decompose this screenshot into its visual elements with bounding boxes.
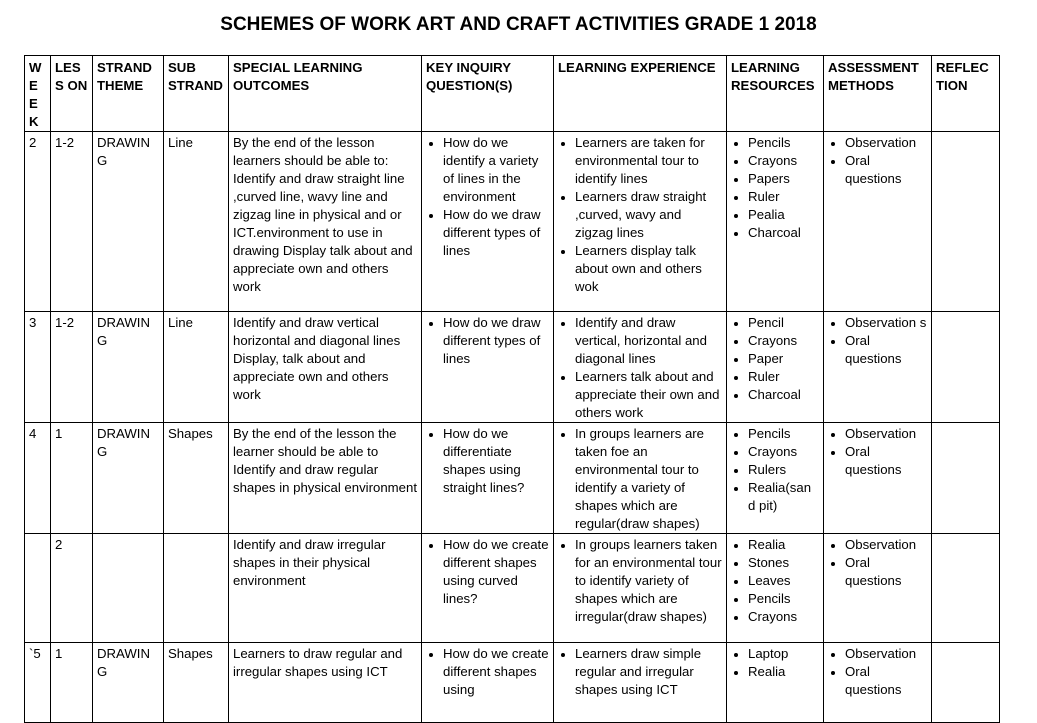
header-assessment: ASSESSMENT METHODS	[824, 56, 932, 132]
table-row	[25, 423, 1000, 534]
experience-item: • Learners draw straight ,curved, wavy and zigzag lines	[575, 188, 722, 242]
header-week: W EE K	[25, 56, 51, 132]
inquiry-cell-list	[426, 645, 549, 699]
resource-item: • Crayons	[748, 608, 819, 626]
experience-cell	[554, 132, 727, 312]
resource-item: • Realia(san d pit)	[748, 479, 819, 515]
assessment-cell	[824, 534, 932, 643]
resource-item: • Realia	[748, 663, 819, 681]
experience-cell	[554, 534, 727, 643]
resource-item: • Ruler	[748, 188, 819, 206]
resources-cell	[727, 312, 824, 423]
inquiry-cell	[422, 643, 554, 723]
outcomes-cell: Identify and draw vertical horizontal and diagonal lines Display, talk about and appreciate own and others work	[229, 312, 422, 423]
inquiry-item: • How do we identify a variety of lines in the environment	[443, 134, 549, 206]
assessment-item: • Observation	[845, 134, 927, 152]
lesson-cell: 1	[51, 423, 93, 534]
experience-item: • Learners talk about and appreciate their own and others work	[575, 368, 722, 422]
header-outcomes: SPECIAL LEARNING OUTCOMES	[229, 56, 422, 132]
experience-item: • Learners are taken for environmental tour to identify lines	[575, 134, 722, 188]
resources-cell	[727, 132, 824, 312]
substrand-cell: Shapes	[164, 423, 229, 534]
resources-cell-list	[731, 314, 819, 404]
assessment-item: • Observation	[845, 536, 927, 554]
assessment-item: • Oral questions	[845, 152, 927, 188]
inquiry-cell-list	[426, 536, 549, 608]
resource-item: • Charcoal	[748, 386, 819, 404]
inquiry-cell	[422, 423, 554, 534]
resource-item: • Pencils	[748, 590, 819, 608]
reflection-cell	[932, 132, 1000, 312]
inquiry-cell-list	[426, 425, 549, 497]
document-title: SCHEMES OF WORK ART AND CRAFT ACTIVITIES GRADE 1 2018	[220, 14, 817, 35]
assessment-cell	[824, 312, 932, 423]
experience-item: • Identify and draw vertical, horizontal and diagonal lines	[575, 314, 722, 368]
assessment-cell	[824, 643, 932, 723]
resource-item: • Leaves	[748, 572, 819, 590]
substrand-cell	[164, 534, 229, 643]
assessment-cell	[824, 423, 932, 534]
table-row	[25, 534, 1000, 643]
substrand-cell: Line	[164, 312, 229, 423]
lesson-cell: 2	[51, 534, 93, 643]
experience-cell-list	[558, 134, 722, 296]
header-lesson: LESS ON	[51, 56, 93, 132]
outcomes-cell: By the end of the lesson the learner should be able to Identify and draw regular shapes in physical environment	[229, 423, 422, 534]
assessment-item: • Oral questions	[845, 554, 927, 590]
experience-item: • In groups learners taken for an environmental tour to identify variety of shapes which are irregular(draw shapes)	[575, 536, 722, 626]
resource-item: • Paper	[748, 350, 819, 368]
inquiry-item: • How do we differentiate shapes using straight lines?	[443, 425, 549, 497]
assessment-cell-list	[828, 425, 927, 479]
inquiry-item: • How do we draw different types of lines	[443, 206, 549, 260]
lesson-cell: 1	[51, 643, 93, 723]
strand-cell	[93, 534, 164, 643]
resources-cell	[727, 423, 824, 534]
resource-item: • Realia	[748, 536, 819, 554]
strand-cell: DRAWIN G	[93, 423, 164, 534]
assessment-cell-list	[828, 536, 927, 590]
experience-cell	[554, 312, 727, 423]
outcomes-cell: By the end of the lesson learners should be able to: Identify and draw straight line ,curved line, wavy line and zigzag line in physical and or ICT.environment to use in drawing Display talk about and appreciate own and others work	[229, 132, 422, 312]
header-substrand: SUB STRAND	[164, 56, 229, 132]
inquiry-cell	[422, 312, 554, 423]
resource-item: • Charcoal	[748, 224, 819, 242]
inquiry-item: • How do we create different shapes using	[443, 645, 549, 699]
inquiry-item: • How do we draw different types of lines	[443, 314, 549, 368]
header-reflection: REFLEC TION	[932, 56, 1000, 132]
week-cell: `5	[25, 643, 51, 723]
resources-cell-list	[731, 536, 819, 626]
experience-item: • In groups learners are taken foe an environmental tour to identify a variety of shapes which are regular(draw shapes)	[575, 425, 722, 533]
table-body	[25, 132, 1000, 723]
experience-cell	[554, 643, 727, 723]
experience-cell-list	[558, 645, 722, 699]
week-cell: 2	[25, 132, 51, 312]
reflection-cell	[932, 312, 1000, 423]
assessment-item: • Oral questions	[845, 332, 927, 368]
strand-cell: DRAWIN G	[93, 312, 164, 423]
resource-item: • Crayons	[748, 152, 819, 170]
header-inquiry: KEY INQUIRY QUESTION(S)	[422, 56, 554, 132]
resource-item: • Pealia	[748, 206, 819, 224]
schemes-table	[24, 55, 1000, 723]
inquiry-cell	[422, 534, 554, 643]
resource-item: • Rulers	[748, 461, 819, 479]
resource-item: • Crayons	[748, 332, 819, 350]
header-strand: STRAND THEME	[93, 56, 164, 132]
resource-item: • Pencils	[748, 134, 819, 152]
outcomes-cell: Identify and draw irregular shapes in their physical environment	[229, 534, 422, 643]
resource-item: • Crayons	[748, 443, 819, 461]
substrand-cell: Line	[164, 132, 229, 312]
resource-item: • Pencils	[748, 425, 819, 443]
assessment-item: • Oral questions	[845, 663, 927, 699]
experience-item: • Learners display talk about own and others wok	[575, 242, 722, 296]
resources-cell-list	[731, 134, 819, 242]
outcomes-cell: Learners to draw regular and irregular shapes using ICT	[229, 643, 422, 723]
assessment-cell	[824, 132, 932, 312]
week-cell: 4	[25, 423, 51, 534]
lesson-cell: 1-2	[51, 312, 93, 423]
resources-cell-list	[731, 645, 819, 681]
inquiry-cell	[422, 132, 554, 312]
resources-cell	[727, 643, 824, 723]
inquiry-cell-list	[426, 134, 549, 260]
resources-cell	[727, 534, 824, 643]
header-experience: LEARNING EXPERIENCE	[554, 56, 727, 132]
assessment-item: • Observation	[845, 425, 927, 443]
experience-item: • Learners draw simple regular and irregular shapes using ICT	[575, 645, 722, 699]
resource-item: • Papers	[748, 170, 819, 188]
experience-cell	[554, 423, 727, 534]
header-row	[25, 56, 1000, 132]
resources-cell-list	[731, 425, 819, 515]
inquiry-cell-list	[426, 314, 549, 368]
week-cell: 3	[25, 312, 51, 423]
week-cell	[25, 534, 51, 643]
table-row	[25, 643, 1000, 723]
assessment-item: • Observation	[845, 645, 927, 663]
assessment-cell-list	[828, 314, 927, 368]
table-row	[25, 312, 1000, 423]
resource-item: • Stones	[748, 554, 819, 572]
strand-cell: DRAWIN G	[93, 132, 164, 312]
resource-item: • Pencil	[748, 314, 819, 332]
reflection-cell	[932, 643, 1000, 723]
assessment-item: • Oral questions	[845, 443, 927, 479]
substrand-cell: Shapes	[164, 643, 229, 723]
reflection-cell	[932, 423, 1000, 534]
strand-cell: DRAWIN G	[93, 643, 164, 723]
assessment-item: • Observation s	[845, 314, 927, 332]
experience-cell-list	[558, 314, 722, 422]
lesson-cell: 1-2	[51, 132, 93, 312]
assessment-cell-list	[828, 134, 927, 188]
resource-item: • Ruler	[748, 368, 819, 386]
table-row	[25, 132, 1000, 312]
experience-cell-list	[558, 425, 722, 533]
experience-cell-list	[558, 536, 722, 626]
header-resources: LEARNING RESOURCES	[727, 56, 824, 132]
resource-item: • Laptop	[748, 645, 819, 663]
inquiry-item: • How do we create different shapes using curved lines?	[443, 536, 549, 608]
assessment-cell-list	[828, 645, 927, 699]
reflection-cell	[932, 534, 1000, 643]
